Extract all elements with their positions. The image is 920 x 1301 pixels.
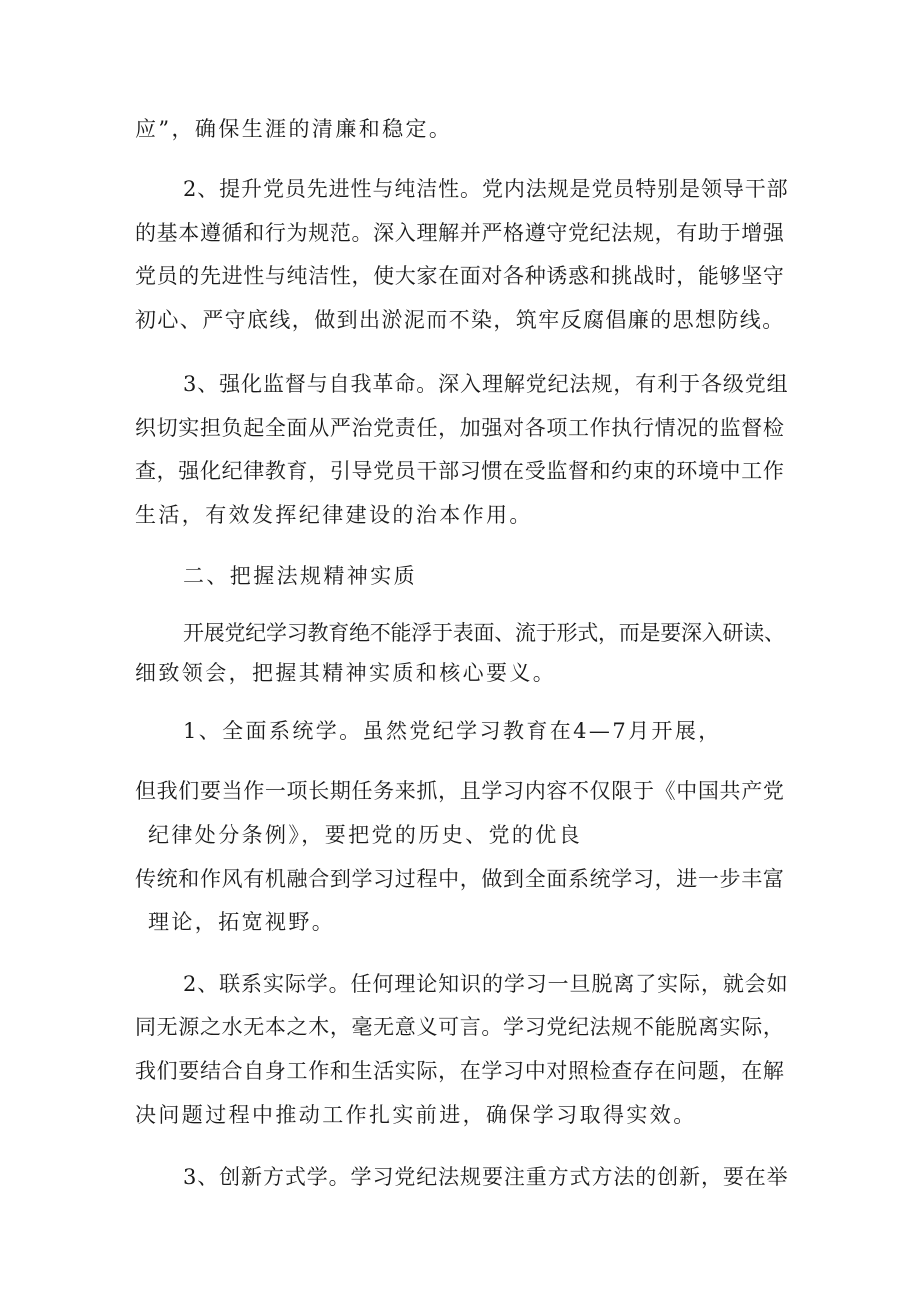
text-line: 我们要结合自身工作和生活实际，在学习中对照检查存在问题，在解 [135, 1059, 785, 1083]
paragraph-heading-3: 3、强化监督与自我革命。深入理解党纪法规，有利于各级党组 [183, 372, 789, 396]
text-line: 纪律处分条例》，要把党的历史、党的优良 [148, 823, 583, 847]
text-line: 理论，拓宽视野。 [148, 910, 336, 934]
paragraph-heading-1: 1、全面系统学。虽然党纪学习教育在4—7月开展， [183, 719, 722, 743]
text-line: 传统和作风有机融合到学习过程中，做到全面系统学习，进一步丰富 [135, 867, 785, 891]
paragraph-heading-2: 2、提升党员先进性与纯洁性。党内法规是党员特别是领导干部 [183, 177, 789, 201]
text-line: 党员的先进性与纯洁性，使大家在面对各种诱惑和挑战时，能够坚守 [135, 264, 785, 288]
text-line: 应”，确保生涯的清廉和稳定。 [135, 117, 453, 141]
paragraph-heading-2b: 2、联系实际学。任何理论知识的学习一旦脱离了实际，就会如 [183, 972, 789, 996]
text-line: 但我们要当作一项长期任务来抓，且学习内容不仅限于《中国共产党 [135, 779, 785, 803]
text-line: 初心、严守底线，做到出淤泥而不染，筑牢反腐倡廉的思想防线。 [135, 308, 785, 332]
text-line: 织切实担负起全面从严治党责任，加强对各项工作执行情况的监督检 [135, 416, 785, 440]
text-line: 同无源之水无本之木，毫无意义可言。学习党纪法规不能脱离实际， [135, 1015, 785, 1039]
section-heading: 二、把握法规精神实质 [183, 564, 417, 588]
text-line: 开展党纪学习教育绝不能浮于表面、流于形式，而是要深入研读、 [183, 621, 785, 645]
text-line: 生活，有效发挥纪律建设的治本作用。 [135, 503, 533, 527]
paragraph-heading-3b: 3、创新方式学。学习党纪法规要注重方式方法的创新，要在举 [183, 1165, 789, 1189]
text-line: 查，强化纪律教育，引导党员干部习惯在受监督和约束的环境中工作 [135, 459, 785, 483]
text-line: 决问题过程中推动工作扎实前进，确保学习取得实效。 [135, 1103, 697, 1127]
text-line: 细致领会，把握其精神实质和核心要义。 [135, 661, 557, 685]
text-line: 的基本遵循和行为规范。深入理解并严格遵守党纪法规，有助于增强 [135, 221, 785, 245]
